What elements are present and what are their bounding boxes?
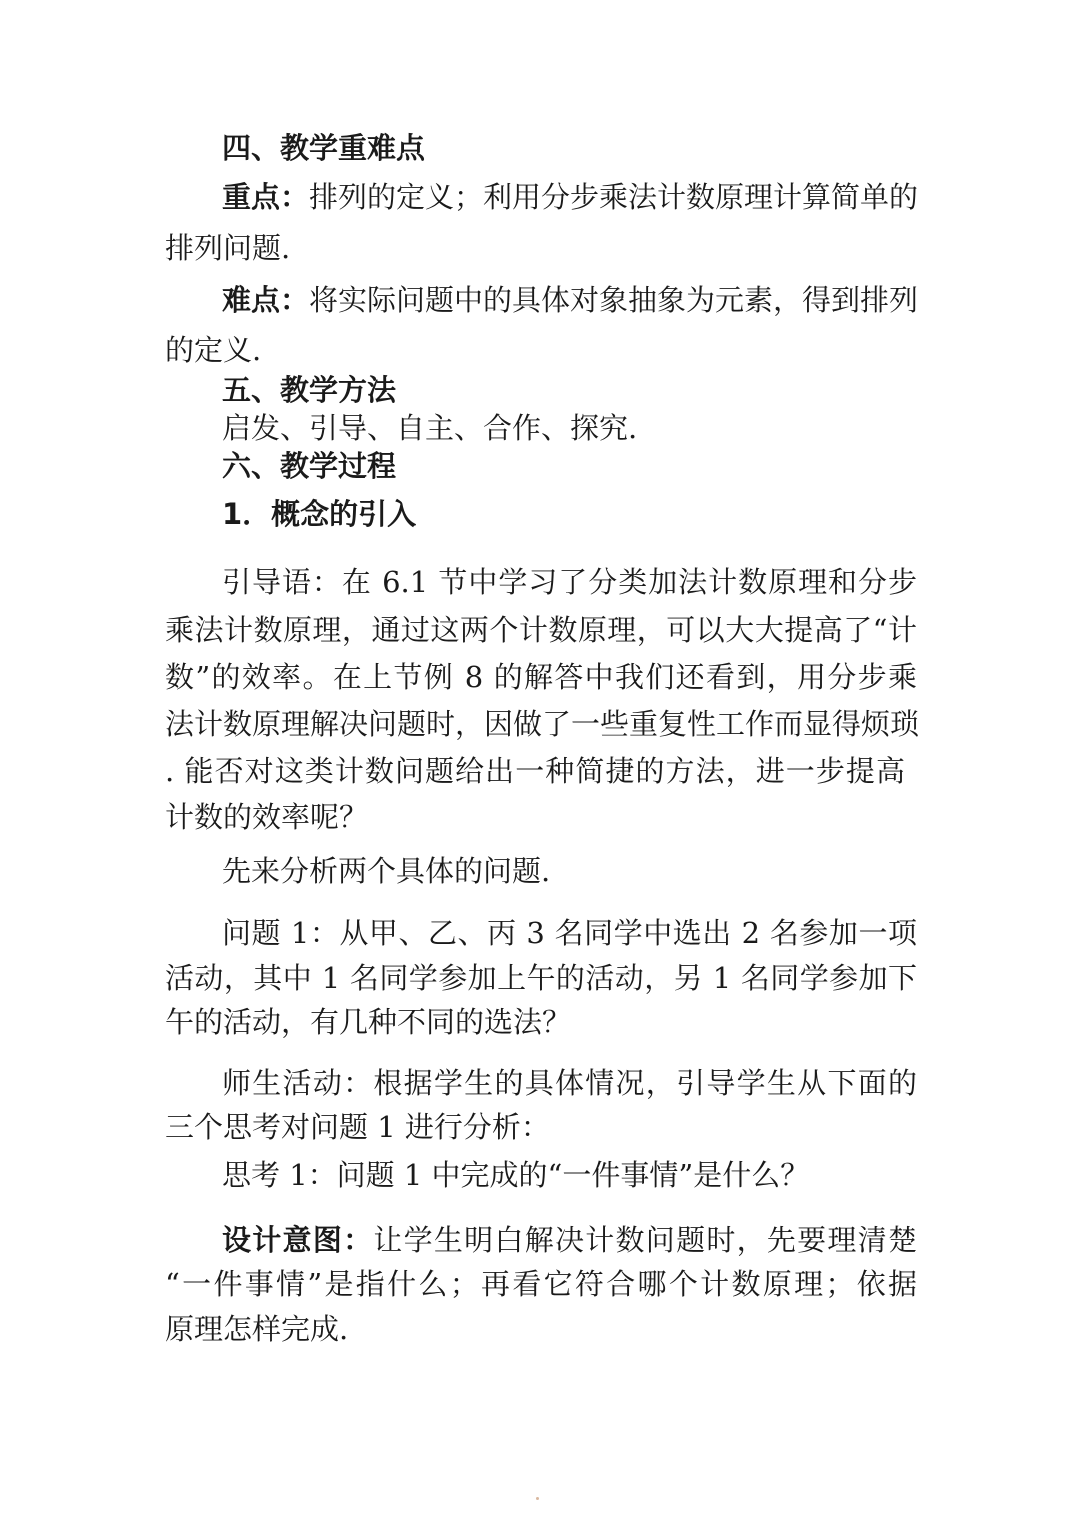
section-heading-methods: 五、教学方法	[222, 373, 397, 407]
design-line-3: 原理怎样完成.	[165, 1312, 349, 1346]
activity-line-1: 师生活动：根据学生的具体情况，引导学生从下面的	[222, 1066, 917, 1100]
design-line-1	[222, 1220, 917, 1260]
intro-line-1: 引导语：在 6.1 节中学习了分类加法计数原理和分步	[222, 565, 917, 599]
design-label: 设计意图：	[222, 1223, 374, 1257]
subsection-heading-concept: 1．概念的引入	[222, 497, 417, 531]
key-point-text: 排列的定义；利用分步乘法计数原理计算简单的	[309, 180, 919, 214]
intro-line-6: 计数的效率呢？	[165, 800, 369, 834]
design-text: 让学生明白解决计数问题时，先要理清楚	[373, 1223, 917, 1257]
intro-line-3: 数”的效率。在上节例 8 的解答中我们还看到，用分步乘	[165, 660, 917, 694]
difficult-point-text: 将实际问题中的具体对象抽象为元素，得到排列	[309, 283, 919, 317]
scan-speck	[536, 1497, 539, 1500]
difficult-point-line	[222, 280, 917, 320]
intro-line-4: 法计数原理解决问题时，因做了一些重复性工作而显得烦琐	[165, 707, 920, 741]
section-heading-process: 六、教学过程	[222, 449, 397, 483]
section-heading-key-difficult: 四、教学重难点	[222, 131, 426, 165]
key-point-line-2: 排列问题.	[165, 231, 291, 265]
key-point-line	[222, 177, 917, 217]
methods-text: 启发、引导、自主、合作、探究.	[222, 411, 638, 445]
difficult-point-label: 难点：	[222, 283, 310, 317]
intro-line-2: 乘法计数原理，通过这两个计数原理，可以大大提高了“计	[165, 613, 917, 647]
difficult-point-line-2: 的定义.	[165, 333, 262, 367]
problem1-line-2: 活动，其中 1 名同学参加上午的活动，另 1 名同学参加下	[165, 961, 917, 995]
intro-line-5: . 能否对这类计数问题给出一种简捷的方法，进一步提高	[165, 754, 905, 788]
problem1-line-3: 午的活动，有几种不同的选法？	[165, 1005, 572, 1039]
problem1-line-1: 问题 1：从甲、乙、丙 3 名同学中选出 2 名参加一项	[222, 916, 917, 950]
key-point-label: 重点：	[222, 180, 310, 214]
analyze-text: 先来分析两个具体的问题.	[222, 854, 551, 888]
activity-line-2: 三个思考对问题 1 进行分析：	[165, 1110, 550, 1144]
think1-text: 思考 1：问题 1 中完成的“一件事情”是什么？	[222, 1158, 810, 1192]
design-line-2: “一件事情”是指什么；再看它符合哪个计数原理；依据	[165, 1267, 917, 1301]
